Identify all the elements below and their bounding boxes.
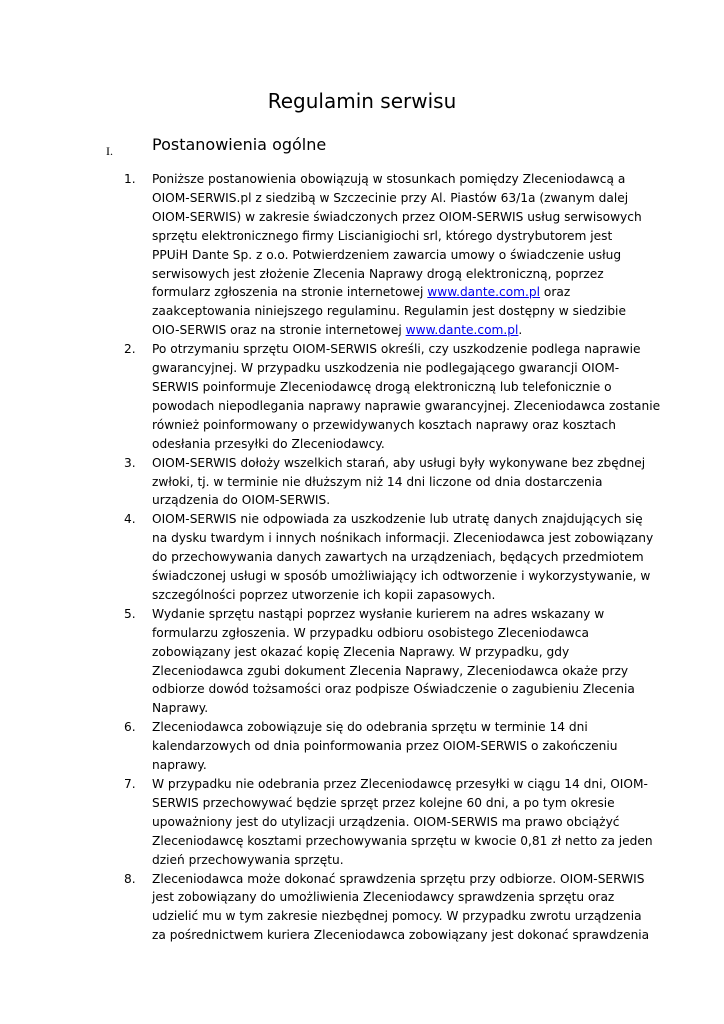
section-numeral: I. [106, 144, 113, 158]
text-line: naprawy. [152, 758, 207, 773]
item-number: 1. [124, 172, 136, 186]
list-item [0, 454, 724, 511]
text-line: Naprawy. [152, 701, 209, 716]
text-line: W przypadku nie odebrania przez Zleceniodawcę przesyłki w ciągu 14 dni, OIOM- [152, 777, 648, 791]
text-line: SERWIS przechowywać będzie sprzęt przez kolejne 60 dni, a po tym okresie [152, 795, 615, 810]
text-line: sprzętu elektronicznego firmy Liscianigiochi srl, którego dystrybutorem jest [152, 228, 613, 243]
text-segment: formularz zgłoszenia na stronie internetowej [152, 285, 428, 300]
text-line: za pośrednictwem kuriera Zleceniodawca zobowiązany jest dokonać sprawdzenia [152, 928, 650, 943]
list-item [0, 510, 724, 605]
text-line: odesłania przesyłki do Zleceniodawcy. [152, 436, 385, 451]
regulations-list [0, 170, 724, 945]
text-line: OIOM-SERWIS nie odpowiada za uszkodzenie lub utratę danych znajdujących się [152, 512, 643, 527]
item-number: 2. [124, 342, 136, 357]
item-text [152, 170, 642, 340]
item-number: 4. [124, 512, 136, 527]
text-line: Poniższe postanowienia obowiązują w stosunkach pomiędzy Zleceniodawcą a [152, 172, 626, 186]
text-line: formularzu zgłoszenia. W przypadku odbioru osobistego Zleceniodawca [152, 625, 589, 640]
item-number: 5. [124, 606, 136, 621]
item-text [152, 775, 653, 870]
text-line [152, 283, 642, 302]
item-text [152, 605, 642, 718]
text-line: zobowiązany jest okazać kopię Zlecenia Naprawy. W przypadku, gdy [152, 644, 570, 659]
item-text [152, 340, 661, 453]
dante-website-link[interactable]: www.dante.com.pl [405, 323, 519, 338]
text-line: OIOM-SERWIS) w zakresie świadczonych przez OIOM-SERWIS usług serwisowych [152, 209, 642, 224]
list-item [0, 775, 724, 870]
text-line: Zleceniodawca zgubi dokument Zlecenia Naprawy, Zleceniodawca okaże przy [152, 663, 629, 678]
text-line: udzielić mu w tym zakresie niezbędnej pomocy. W przypadku zwrotu urządzenia [152, 909, 642, 924]
document-title: Regulamin serwisu [267, 89, 457, 113]
text-line: powodach niepodlegania naprawy naprawie gwarancyjnej. Zleceniodawca zostanie [152, 398, 661, 413]
item-number: 7. [124, 777, 136, 791]
item-number: 6. [124, 720, 136, 735]
text-line: gwarancyjnej. W przypadku uszkodzenia nie podlegającego gwarancji OIOM- [152, 361, 620, 376]
text-line: Po otrzymaniu sprzętu OIOM-SERWIS określi, czy uszkodzenie podlega naprawie [152, 342, 641, 357]
text-segment: oraz [540, 285, 571, 300]
text-line: zwłoki, tj. w terminie nie dłuższym niż 14 dni liczone od dnia dostarczenia [152, 474, 603, 489]
text-line [152, 321, 642, 340]
item-text [152, 454, 646, 511]
dante-website-link[interactable]: www.dante.com.pl [427, 285, 541, 300]
text-line: SERWIS poinformuje Zleceniodawcę drogą elektroniczną lub telefonicznie o [152, 379, 612, 394]
list-item [0, 870, 724, 946]
item-text [152, 870, 650, 946]
list-item [0, 340, 724, 453]
text-line: OIOM-SERWIS dołoży wszelkich starań, aby usługi były wykonywane bez zbędnej [152, 455, 646, 470]
text-line: Zleceniodawca zobowiązuje się do odebrania sprzętu w terminie 14 dni [152, 720, 588, 735]
text-line: szczególności poprzez utworzenie ich kopii zapasowych. [152, 587, 496, 602]
text-line: Zleceniodawca może dokonać sprawdzenia sprzętu przy odbiorze. OIOM-SERWIS [152, 871, 645, 886]
text-line: upoważniony jest do utylizacji urządzenia. OIOM-SERWIS ma prawo obciążyć [152, 814, 620, 829]
text-line: na dysku twardym i innych nośnikach informacji. Zleceniodawca jest zobowiązany [152, 531, 654, 546]
text-line: jest zobowiązany do umożliwienia Zleceniodawcy sprawdzenia sprzętu oraz [152, 890, 615, 905]
text-segment: OIO-SERWIS oraz na stronie internetowej [152, 323, 406, 338]
text-line: świadczonej usługi w sposób umożliwiający ich odtworzenie i wykorzystywanie, w [152, 569, 651, 584]
section-heading: Postanowienia ogólne [152, 135, 327, 154]
list-item [0, 718, 724, 775]
text-segment: . [518, 323, 523, 338]
text-line: zaakceptowania niniejszego regulaminu. Regulamin jest dostępny w siedzibie [152, 304, 626, 319]
text-line: kalendarzowych od dnia poinformowania przez OIOM-SERWIS o zakończeniu [152, 739, 618, 754]
text-line: Wydanie sprzętu nastąpi poprzez wysłanie kurierem na adres wskazany w [152, 606, 605, 621]
item-text [152, 718, 642, 775]
text-line: urządzenia do OIOM-SERWIS. [152, 493, 331, 508]
text-line: do przechowywania danych zawartych na urządzeniach, będących przedmiotem [152, 550, 644, 565]
text-line: odbiorze dowód tożsamości oraz podpisze Oświadczenie o zagubieniu Zlecenia [152, 682, 635, 697]
item-number: 8. [124, 871, 136, 886]
item-text [152, 510, 654, 605]
text-line: Zleceniodawcę kosztami przechowywania sprzętu w kwocie 0,81 zł netto za jeden [152, 833, 653, 848]
list-item [0, 605, 724, 718]
list-item [0, 170, 724, 340]
text-line: OIOM-SERWIS.pl z siedzibą w Szczecinie przy Al. Piastów 63/1a (zwanym dalej [152, 190, 629, 205]
text-line: serwisowych jest złożenie Zlecenia Naprawy drogą elektroniczną, poprzez [152, 266, 604, 281]
item-number: 3. [124, 455, 136, 470]
text-line: dzień przechowywania sprzętu. [152, 852, 344, 867]
text-line: PPUiH Dante Sp. z o.o. Potwierdzeniem zawarcia umowy o świadczenie usług [152, 247, 622, 262]
text-line: również poinformowany o przewidywanych kosztach naprawy oraz kosztach [152, 417, 616, 432]
